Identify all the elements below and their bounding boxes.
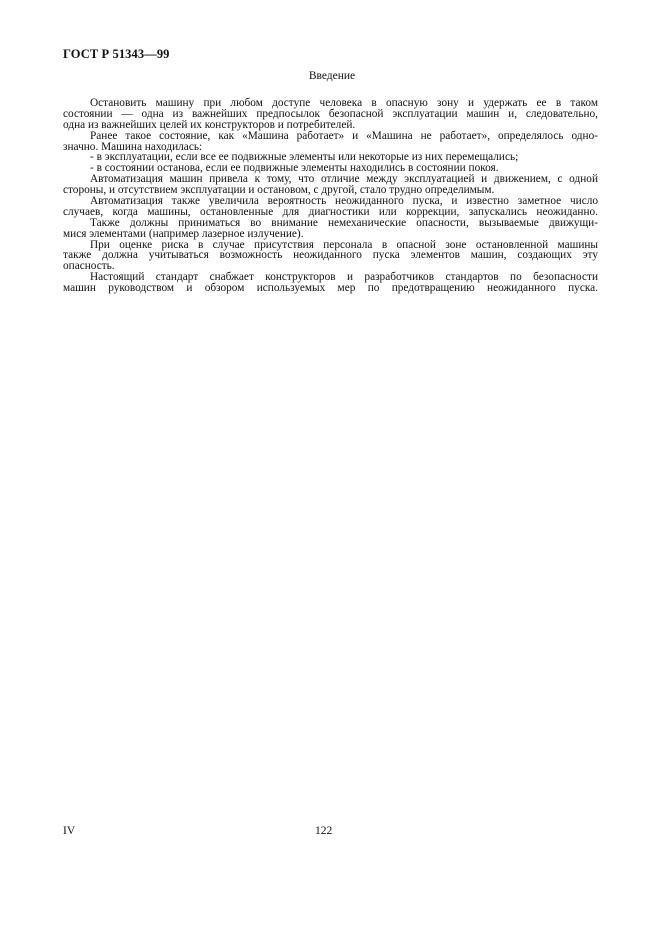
section-page-number: IV bbox=[63, 825, 76, 837]
text-line: опасность. bbox=[63, 260, 115, 273]
text-line: также должна учитываться возможность неожиданного пуска элементов машин, создающих эту bbox=[63, 249, 598, 262]
text-line: Настоящий стандарт снабжает конструкторов и разработчиков стандартов по безопасности bbox=[90, 271, 598, 284]
section-title: Введение bbox=[308, 70, 356, 82]
text-line: стороны, и отсутствием эксплуатации и остановом, с другой, стало трудно определимым. bbox=[63, 184, 495, 197]
text-line: значно. Машина находилась: bbox=[63, 140, 203, 153]
text-line: одна из важнейших целей их конструкторов и потребителей. bbox=[63, 118, 356, 131]
document-header: ГОСТ Р 51343—99 bbox=[63, 47, 170, 61]
text-line: Также должны приниматься во внимание немеханические опасности, вызываемые движущи- bbox=[90, 216, 598, 229]
text-line: При оценке риска в случае присутствия персонала в опасной зоне остановленной машины bbox=[90, 238, 598, 251]
text-line: Ранее такое состояние, как «Машина работает» и «Машина не работает», определялось одно- bbox=[90, 129, 598, 142]
text-line: машин руководством и обзором используемых мер по предотвращению неожиданного пуска. bbox=[63, 282, 598, 295]
section-body bbox=[63, 98, 598, 294]
text-line: Автоматизация машин привела к тому, что отличие между эксплуатацией и движением, с одной bbox=[90, 173, 598, 186]
page-number: 122 bbox=[315, 825, 333, 837]
list-item: - в эксплуатации, если все ее подвижные элементы или некоторые из них перемещались; bbox=[90, 151, 519, 164]
text-line: мися элементами (например лазерное излучение). bbox=[63, 227, 304, 240]
text-line: Остановить машину при любом доступе человека в опасную зону и удержать ее в таком bbox=[90, 97, 598, 109]
text-line: Автоматизация также увеличила вероятность неожиданного пуска, и известно заметное число bbox=[90, 195, 598, 208]
text-line: случаев, когда машины, остановленные для диагностики или коррекции, запускались неожиданно. bbox=[63, 205, 598, 218]
text-line: состоянии — одна из важнейших предпосылок безопасной эксплуатации машин и, следовательно, bbox=[63, 107, 598, 120]
list-item: - в состоянии останова, если ее подвижные элементы находились в состоянии покоя. bbox=[90, 162, 499, 175]
